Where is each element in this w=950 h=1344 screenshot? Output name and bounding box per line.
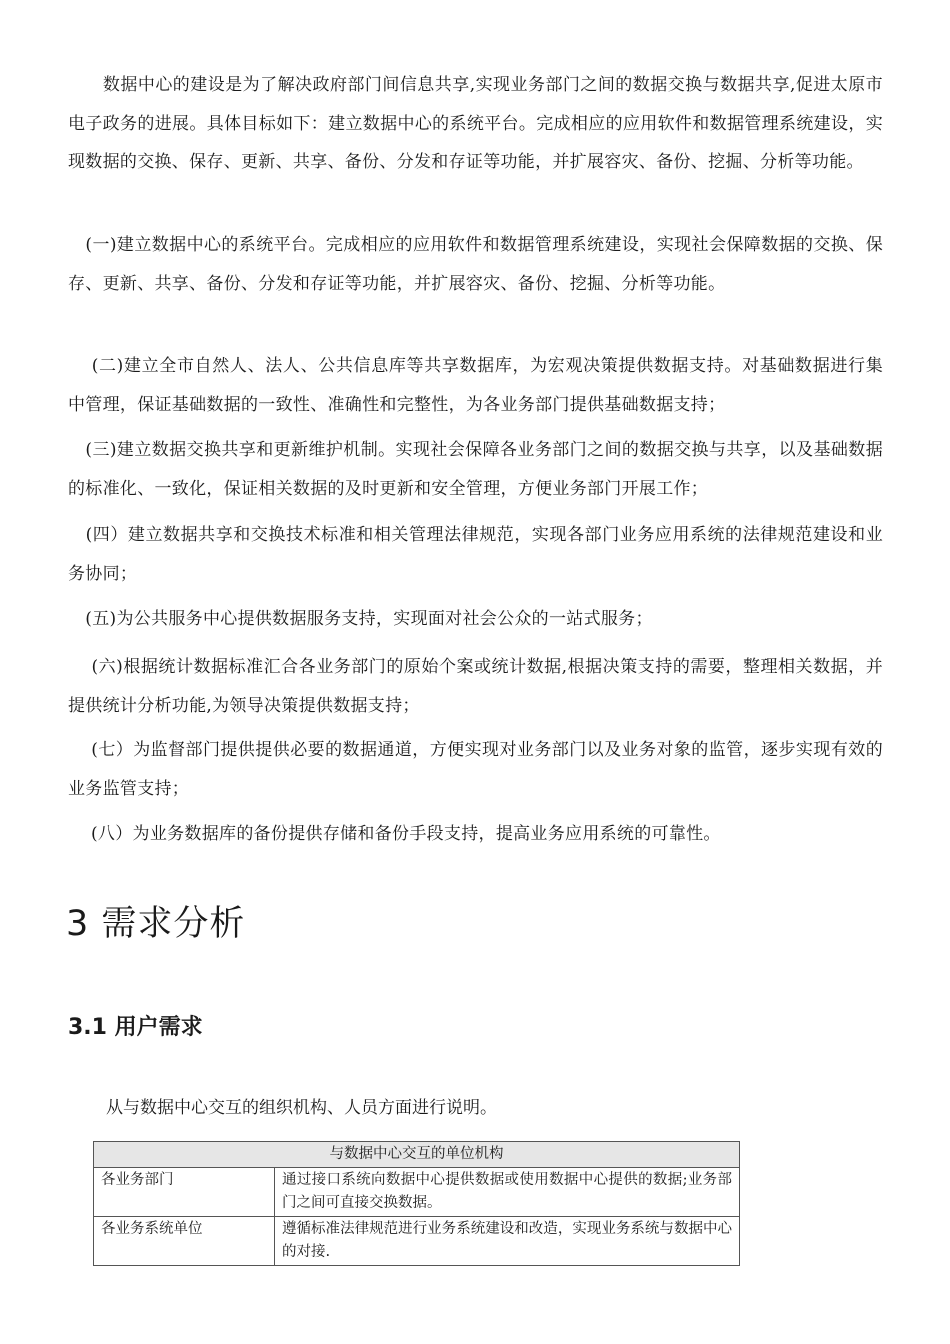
table-row <box>94 1168 740 1217</box>
table-cell-unit: 各业务部门 <box>94 1168 275 1217</box>
paragraph-goal-2: (二)建立全市自然人、法人、公共信息库等共享数据库，为宏观决策提供数据支持。对基础数据进行集中管理，保证基础数据的一致性、准确性和完整性，为各业务部门提供基础数据支持； <box>68 356 883 415</box>
paragraph-goal-8: (八）为业务数据库的备份提供存储和备份手段支持，提高业务应用系统的可靠性。 <box>68 824 721 844</box>
paragraph-goal-1: (一)建立数据中心的系统平台。完成相应的应用软件和数据管理系统建设，实现社会保障数据的交换、保存、更新、共享、备份、分发和存证等功能，并扩展容灾、备份、挖掘、分析等功能。 <box>68 235 883 294</box>
intro-text: 从与数据中心交互的组织机构、人员方面进行说明。 <box>106 1098 497 1118</box>
paragraph-goal-5: (五)为公共服务中心提供数据服务支持，实现面对社会公众的一站式服务； <box>68 609 653 629</box>
paragraph-goal-3: (三)建立数据交换共享和更新维护机制。实现社会保障各业务部门之间的数据交换与共享，以及基础数据的标准化、一致化，保证相关数据的及时更新和安全管理，方便业务部门开展工作； <box>68 440 883 499</box>
subsection-heading: 3.1 用户需求 <box>68 1015 203 1040</box>
table-caption: 与数据中心交互的单位机构 <box>94 1142 740 1168</box>
table-cell-description: 遵循标准法律规范进行业务系统建设和改造，实现业务系统与数据中心的对接. <box>275 1217 740 1266</box>
paragraph-goal-6: (六)根据统计数据标准汇合各业务部门的原始个案或统计数据,根据决策支持的需要，整理相关数据，并提供统计分析功能,为领导决策提供数据支持； <box>68 657 883 716</box>
paragraph-overview: 数据中心的建设是为了解决政府部门间信息共享,实现业务部门之间的数据交换与数据共享,促进太原市电子政务的进展。具体目标如下：建立数据中心的系统平台。完成相应的应用软件和数据管理系统建设，实现数据的交换、保存、更新、共享、备份、分发和存证等功能，并扩展容灾、备份、挖掘、分析等功能。 <box>68 75 883 172</box>
table-cell-description: 通过接口系统向数据中心提供数据或使用数据中心提供的数据;业务部门之间可直接交换数据。 <box>275 1168 740 1217</box>
units-table <box>93 1141 740 1266</box>
paragraph-goal-4: (四）建立数据共享和交换技术标准和相关管理法律规范，实现各部门业务应用系统的法律规范建设和业务协同； <box>68 525 883 584</box>
table-cell-unit: 各业务系统单位 <box>94 1217 275 1266</box>
table-row <box>94 1217 740 1266</box>
paragraph-goal-7: (七）为监督部门提供提供必要的数据通道，方便实现对业务部门以及业务对象的监管，逐步实现有效的业务监管支持； <box>68 740 883 799</box>
section-heading: 3 需求分析 <box>66 904 246 944</box>
table-header-row <box>94 1142 740 1168</box>
